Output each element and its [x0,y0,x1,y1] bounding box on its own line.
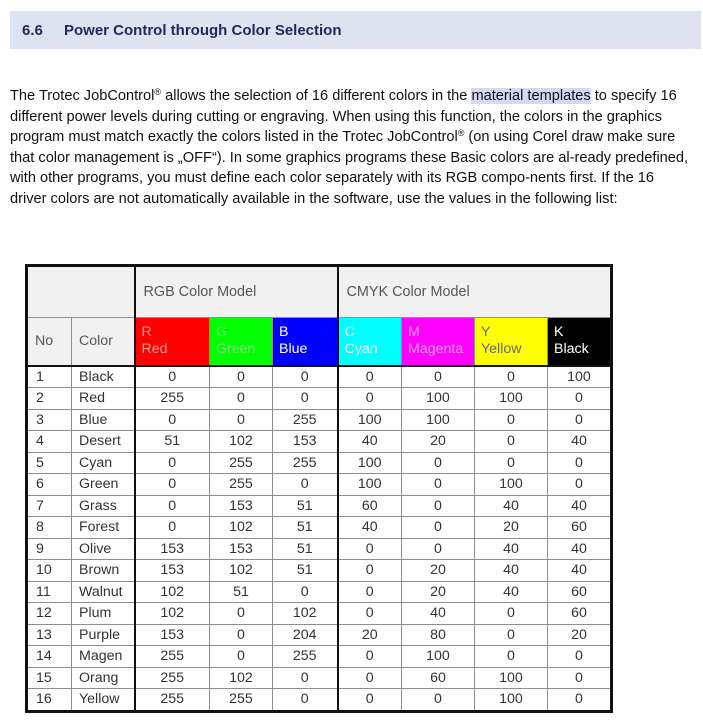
value-r: 255 [135,646,210,668]
value-c: 0 [338,646,402,668]
row-number: 12 [27,603,72,625]
channel-header-cyan [338,318,402,366]
value-y: 100 [475,667,548,689]
value-r: 102 [135,603,210,625]
value-k: 0 [548,474,612,496]
value-m: 0 [402,689,475,712]
section-header [10,11,701,49]
value-y: 40 [475,581,548,603]
table-row [27,581,612,603]
row-number: 6 [27,474,72,496]
value-c: 0 [338,538,402,560]
color-name: Grass [72,495,135,517]
channel-name: Blue [279,341,308,357]
value-r: 0 [135,517,210,539]
intro-text: (on using Corel draw make sure that color management is „OFF“). In some graphics programs these Basic colors are al-ready predefined, with other programs, you must define each color separately with its RGB compo-nents first. If the 16 driver colors are not automatically available in the software, use the values in the following list: [10,129,689,207]
value-r: 0 [135,366,210,388]
row-number: 5 [27,452,72,474]
color-name: Cyan [72,452,135,474]
value-y: 0 [475,603,548,625]
value-r: 51 [135,431,210,453]
value-b: 255 [273,452,338,474]
value-k: 0 [548,646,612,668]
value-g: 0 [210,366,273,388]
value-g: 102 [210,560,273,582]
color-table [25,264,613,713]
row-number: 10 [27,560,72,582]
section-title: Power Control through Color Selection [64,22,342,39]
value-b: 102 [273,603,338,625]
value-m: 0 [402,366,475,388]
row-number: 3 [27,409,72,431]
value-y: 0 [475,431,548,453]
color-name: Orang [72,667,135,689]
value-m: 0 [402,495,475,517]
channel-name: Yellow [481,341,522,357]
row-number: 9 [27,538,72,560]
table-row [27,388,612,410]
channel-name: Magenta [408,341,464,357]
value-k: 0 [548,388,612,410]
value-g: 153 [210,538,273,560]
value-r: 0 [135,495,210,517]
value-y: 0 [475,366,548,388]
value-k: 60 [548,517,612,539]
no-header: No [27,318,72,366]
table-row [27,603,612,625]
value-g: 0 [210,409,273,431]
value-y: 100 [475,388,548,410]
value-g: 0 [210,388,273,410]
table-row [27,646,612,668]
value-b: 51 [273,560,338,582]
row-number: 11 [27,581,72,603]
color-name: Black [72,366,135,388]
value-r: 0 [135,474,210,496]
value-c: 100 [338,452,402,474]
value-k: 0 [548,452,612,474]
value-k: 0 [548,409,612,431]
value-r: 153 [135,624,210,646]
channel-header-green [210,318,273,366]
value-r: 102 [135,581,210,603]
value-k: 0 [548,689,612,712]
value-m: 20 [402,431,475,453]
channel-code: K [554,324,564,340]
row-number: 13 [27,624,72,646]
value-k: 40 [548,538,612,560]
channel-code: M [408,324,420,340]
value-b: 0 [273,689,338,712]
channel-code: B [279,324,289,340]
value-r: 153 [135,560,210,582]
value-c: 20 [338,624,402,646]
value-c: 100 [338,409,402,431]
color-name: Brown [72,560,135,582]
channel-header-red [135,318,210,366]
corner-cell [27,266,135,318]
color-name: Yellow [72,689,135,712]
color-name: Forest [72,517,135,539]
value-c: 0 [338,581,402,603]
value-g: 255 [210,689,273,712]
table-row [27,452,612,474]
value-b: 153 [273,431,338,453]
value-m: 80 [402,624,475,646]
channel-header-black [548,318,612,366]
value-r: 255 [135,689,210,712]
value-g: 0 [210,624,273,646]
value-c: 0 [338,388,402,410]
cmyk-model-header: CMYK Color Model [338,266,612,318]
value-b: 255 [273,409,338,431]
table-row [27,667,612,689]
table-row [27,495,612,517]
channel-name: Cyan [344,341,378,357]
row-number: 2 [27,388,72,410]
channel-header-blue [273,318,338,366]
row-number: 4 [27,431,72,453]
value-g: 102 [210,667,273,689]
row-number: 15 [27,667,72,689]
color-name: Purple [72,624,135,646]
value-b: 204 [273,624,338,646]
intro-text: allows the selection of 16 different colors in the [161,88,472,104]
channel-header-yellow [475,318,548,366]
table-row [27,624,612,646]
color-name: Green [72,474,135,496]
table-row [27,517,612,539]
value-m: 100 [402,388,475,410]
value-b: 51 [273,495,338,517]
value-y: 40 [475,538,548,560]
color-name: Magen [72,646,135,668]
material-templates-link[interactable]: material templates [471,88,591,104]
value-g: 0 [210,646,273,668]
value-y: 0 [475,646,548,668]
value-g: 102 [210,431,273,453]
value-k: 60 [548,581,612,603]
value-k: 40 [548,431,612,453]
color-name: Plum [72,603,135,625]
value-g: 153 [210,495,273,517]
table-row [27,560,612,582]
value-b: 0 [273,474,338,496]
value-b: 0 [273,388,338,410]
value-y: 0 [475,624,548,646]
value-g: 255 [210,452,273,474]
table-row [27,366,612,388]
value-b: 51 [273,538,338,560]
channel-code: G [216,324,228,340]
value-m: 0 [402,474,475,496]
value-r: 0 [135,452,210,474]
channel-name: Red [141,341,168,357]
value-g: 51 [210,581,273,603]
channel-name: Black [554,341,589,357]
value-r: 0 [135,409,210,431]
table-row [27,431,612,453]
section-number: 6.6 [22,22,43,39]
value-b: 0 [273,667,338,689]
value-y: 20 [475,517,548,539]
value-y: 0 [475,409,548,431]
value-r: 255 [135,667,210,689]
value-y: 100 [475,689,548,712]
row-number: 1 [27,366,72,388]
value-m: 40 [402,603,475,625]
value-b: 0 [273,581,338,603]
table-row [27,689,612,712]
row-number: 16 [27,689,72,712]
value-k: 40 [548,495,612,517]
value-b: 0 [273,366,338,388]
channel-header-magenta [402,318,475,366]
intro-text: The Trotec JobControl [10,88,155,104]
value-c: 0 [338,667,402,689]
registered-mark: ® [457,128,465,139]
value-y: 40 [475,560,548,582]
value-y: 100 [475,474,548,496]
value-m: 0 [402,538,475,560]
color-name: Red [72,388,135,410]
value-k: 100 [548,366,612,388]
value-r: 255 [135,388,210,410]
value-m: 0 [402,452,475,474]
rgb-model-header: RGB Color Model [135,266,338,318]
value-c: 60 [338,495,402,517]
value-k: 40 [548,560,612,582]
value-m: 60 [402,667,475,689]
color-header: Color [72,318,135,366]
value-c: 0 [338,603,402,625]
value-c: 0 [338,689,402,712]
value-y: 0 [475,452,548,474]
value-g: 102 [210,517,273,539]
channel-name: Green [216,341,256,357]
value-g: 255 [210,474,273,496]
channel-code: C [344,324,355,340]
value-k: 20 [548,624,612,646]
color-name: Blue [72,409,135,431]
channel-code: Y [481,324,491,340]
value-m: 100 [402,646,475,668]
value-r: 153 [135,538,210,560]
registered-mark: ® [154,87,162,97]
color-name: Walnut [72,581,135,603]
row-number: 7 [27,495,72,517]
color-name: Desert [72,431,135,453]
color-name: Olive [72,538,135,560]
value-b: 51 [273,517,338,539]
value-c: 0 [338,560,402,582]
value-y: 40 [475,495,548,517]
value-m: 20 [402,581,475,603]
intro-paragraph [10,86,694,210]
channel-code: R [141,324,152,340]
value-b: 255 [273,646,338,668]
value-c: 0 [338,366,402,388]
value-k: 0 [548,667,612,689]
value-m: 100 [402,409,475,431]
value-c: 40 [338,517,402,539]
value-c: 40 [338,431,402,453]
value-c: 100 [338,474,402,496]
table-row [27,538,612,560]
table-row [27,474,612,496]
row-number: 14 [27,646,72,668]
row-number: 8 [27,517,72,539]
value-g: 0 [210,603,273,625]
table-row [27,409,612,431]
intro-text: to specify 16 different power levels during cutting or engraving. When using this function, the colors in the graphics program must match exactly the colors listed in the Trotec JobControl [10,88,677,146]
value-m: 0 [402,517,475,539]
value-m: 20 [402,560,475,582]
value-k: 60 [548,603,612,625]
